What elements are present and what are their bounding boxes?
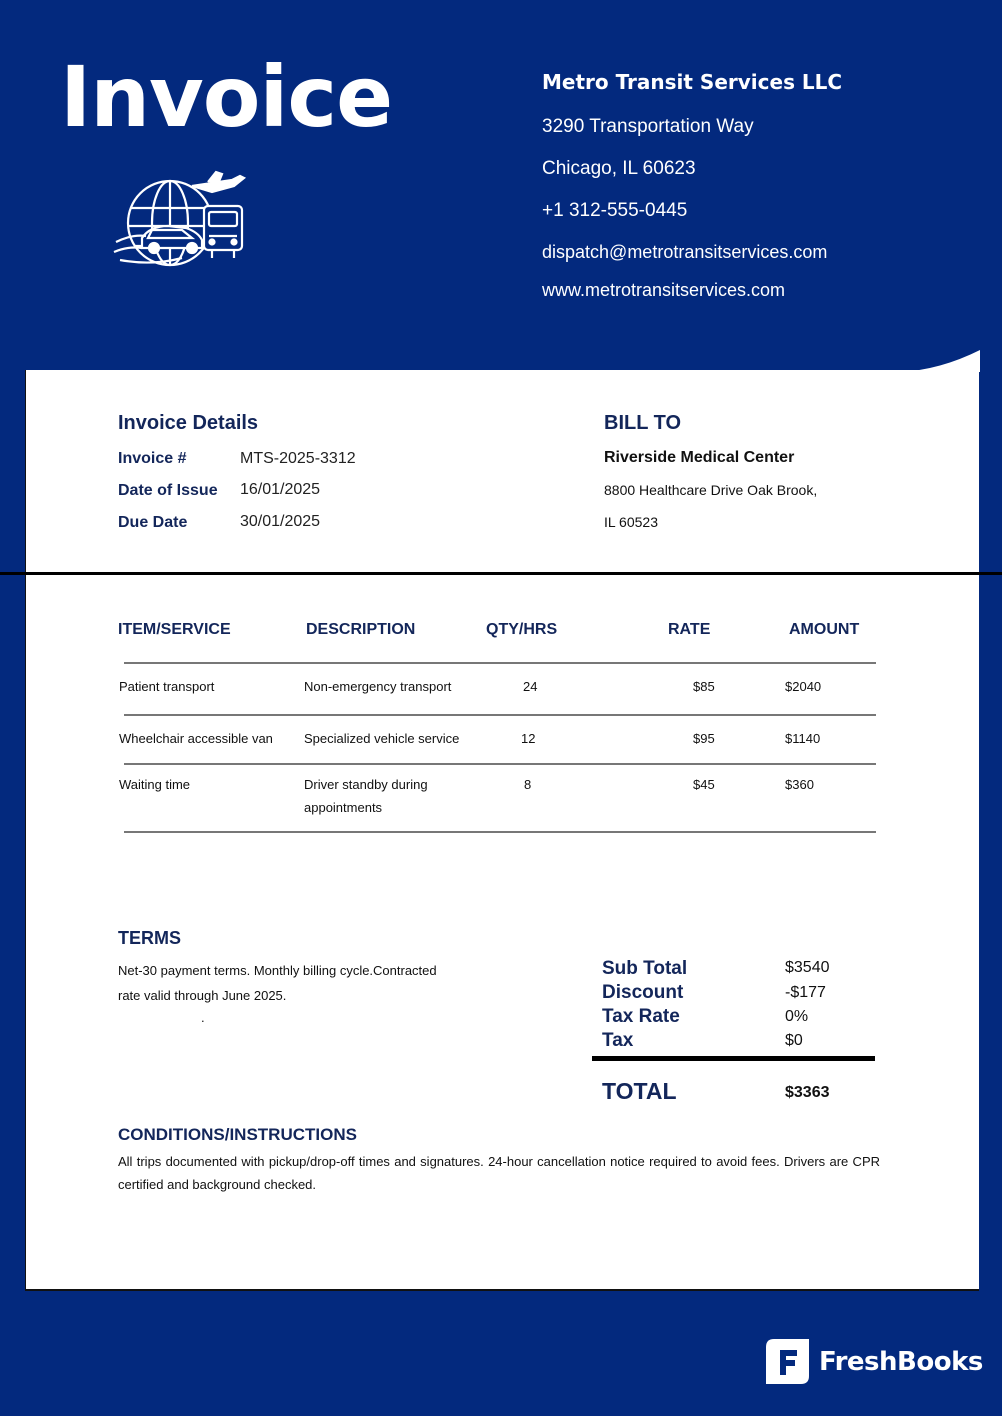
due-date-value: 30/01/2025 xyxy=(240,513,321,530)
row-description-cont: appointments xyxy=(304,800,383,815)
tax-rate-label: Tax Rate xyxy=(602,1006,680,1027)
row-description: Specialized vehicle service xyxy=(304,731,460,746)
row-item: Waiting time xyxy=(119,777,191,792)
company-phone: +1 312-555-0445 xyxy=(542,200,688,221)
bill-to-address-line1: 8800 Healthcare Drive Oak Brook, xyxy=(604,482,818,498)
tax-label: Tax xyxy=(602,1030,634,1051)
row-item: Wheelchair accessible van xyxy=(119,731,273,746)
row-item: Patient transport xyxy=(119,679,215,694)
issue-date-label: Date of Issue xyxy=(118,482,218,499)
company-address-line1: 3290 Transportation Way xyxy=(542,116,754,137)
bill-to-address-line2: IL 60523 xyxy=(604,514,658,530)
table-rule xyxy=(124,714,876,716)
bill-to-name: Riverside Medical Center xyxy=(604,449,795,466)
column-header-description: DESCRIPTION xyxy=(306,621,416,638)
row-amount: $360 xyxy=(785,777,814,792)
terms-line1: Net-30 payment terms. Monthly billing cycle.Contracted xyxy=(118,963,437,978)
total-label: TOTAL xyxy=(602,1078,677,1104)
table-rule xyxy=(124,662,876,664)
row-qty: 24 xyxy=(523,679,538,694)
freshbooks-logo-icon xyxy=(766,1339,809,1384)
company-website[interactable]: www.metrotransitservices.com xyxy=(542,280,786,300)
company-name: Metro Transit Services LLC xyxy=(542,70,843,94)
tax-value: $0 xyxy=(785,1032,803,1049)
invoice-title: Invoice xyxy=(60,48,393,146)
row-amount: $2040 xyxy=(785,679,822,694)
row-rate: $85 xyxy=(693,679,715,694)
row-amount: $1140 xyxy=(785,731,821,746)
discount-label: Discount xyxy=(602,982,684,1003)
row-rate: $95 xyxy=(693,731,715,746)
company-address-line2: Chicago, IL 60623 xyxy=(542,158,696,179)
section-divider xyxy=(0,572,1002,575)
terms-line2: rate valid through June 2025. xyxy=(118,988,287,1003)
summary-rule xyxy=(592,1056,875,1061)
table-rule xyxy=(124,763,876,765)
row-qty: 12 xyxy=(521,731,536,746)
column-header-amount: AMOUNT xyxy=(789,621,860,638)
conditions-text: All trips documented with pickup/drop-off times and signatures. 24-hour cancellation notice required to avoid fees. Drivers are CPR certified and background checked. xyxy=(118,1154,880,1192)
invoice-number-label: Invoice # xyxy=(118,450,187,467)
bill-to-heading: BILL TO xyxy=(604,412,682,434)
row-rate: $45 xyxy=(693,777,715,792)
row-qty: 8 xyxy=(524,777,532,792)
column-header-rate: RATE xyxy=(668,621,711,638)
tax-rate-value: 0% xyxy=(785,1008,809,1025)
row-description: Driver standby during xyxy=(304,777,428,792)
subtotal-value: $3540 xyxy=(785,959,830,976)
row-description: Non-emergency transport xyxy=(304,679,452,694)
invoice-number-value: MTS-2025-3312 xyxy=(240,450,356,467)
total-value: $3363 xyxy=(785,1084,830,1101)
header-curve xyxy=(900,350,980,372)
table-rule xyxy=(124,831,876,833)
terms-heading: TERMS xyxy=(118,928,181,948)
transport-globe-icon xyxy=(112,168,252,272)
terms-text xyxy=(118,958,468,1008)
company-email[interactable]: dispatch@metrotransitservices.com xyxy=(542,242,828,262)
conditions-heading: CONDITIONS/INSTRUCTIONS xyxy=(118,1125,357,1144)
column-header-qty: QTY/HRS xyxy=(486,621,558,638)
column-header-item: ITEM/SERVICE xyxy=(118,621,231,638)
issue-date-value: 16/01/2025 xyxy=(240,481,321,498)
freshbooks-brand[interactable] xyxy=(766,1339,983,1384)
invoice-details-heading: Invoice Details xyxy=(118,412,259,434)
terms-dot: . xyxy=(201,1010,205,1025)
freshbooks-wordmark: FreshBooks xyxy=(819,1346,983,1377)
subtotal-label: Sub Total xyxy=(602,958,688,979)
discount-value: -$177 xyxy=(785,984,826,1001)
company-info xyxy=(542,70,842,318)
due-date-label: Due Date xyxy=(118,514,188,531)
